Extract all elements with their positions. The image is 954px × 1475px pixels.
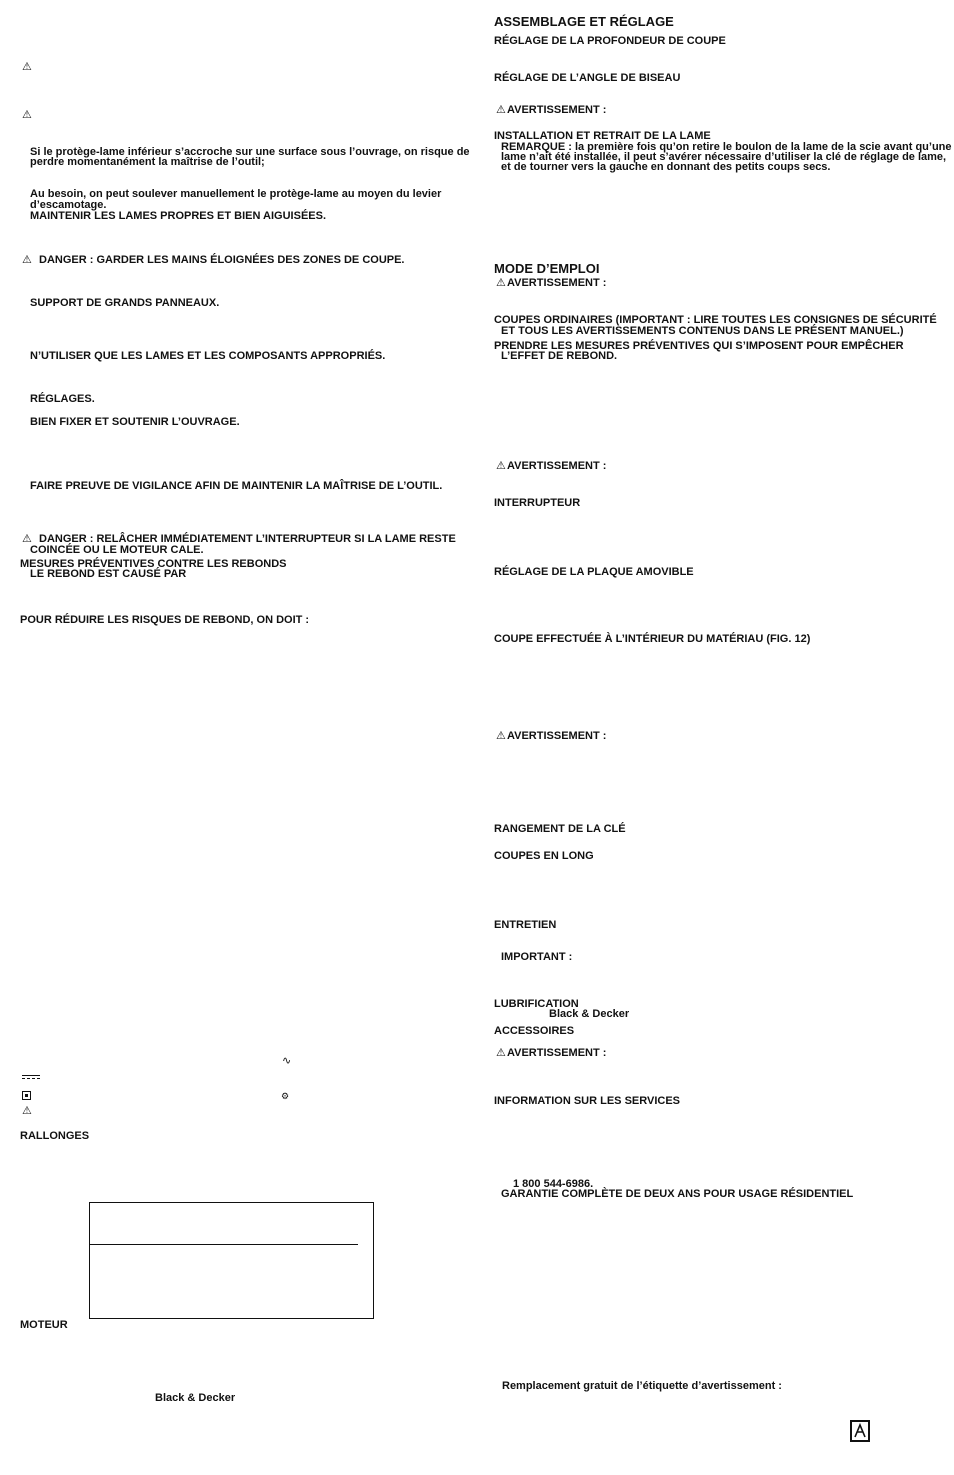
vigilance-heading: FAIRE PREUVE DE VIGILANCE AFIN DE MAINTENIR LA MAÎTRISE DE L’OUTIL. [30, 480, 443, 492]
warning-label: AVERTISSEMENT : [507, 104, 607, 116]
assembly-title: ASSEMBLAGE ET RÉGLAGE [494, 14, 674, 29]
remark-line-1: REMARQUE : la première fois qu’on retire le boulon de la lame de la scie avant qu’une [501, 141, 952, 153]
bevel-heading: RÉGLAGE DE L’ANGLE DE BISEAU [494, 72, 681, 84]
prevent-kickback-heading: PRENDRE LES MESURES PRÉVENTIVES QUI S’IMPOSENT POUR EMPÊCHER [494, 340, 904, 352]
kickback-cause-heading: LE REBOND EST CAUSÉ PAR [30, 568, 187, 580]
warning-label: AVERTISSEMENT : [507, 1047, 607, 1059]
remark-line-3: et de tourner vers la gauche en donnant des petits coups secs. [501, 161, 831, 173]
danger-release-heading-cont: COINCÉE OU LE MOTEUR CALE. [30, 544, 204, 556]
warning-triangle-icon: ⚠ [496, 730, 506, 742]
extension-cords-heading: RALLONGES [20, 1130, 90, 1142]
warning-triangle-icon: ⚠ [22, 109, 32, 121]
maintenance-heading: ENTRETIEN [494, 919, 557, 931]
service-info-heading: INFORMATION SUR LES SERVICES [494, 1095, 681, 1107]
table-divider [90, 1244, 358, 1245]
warning-triangle-icon: ⚠ [22, 61, 32, 73]
double-insulation-icon [22, 1091, 31, 1100]
warning-triangle-icon: ⚠ [496, 104, 506, 116]
danger-hands-heading: DANGER : GARDER LES MAINS ÉLOIGNÉES DES ZONES DE COUPE. [39, 254, 405, 266]
reduce-kickback-heading: POUR RÉDUIRE LES RISQUES DE REBOND, ON DOIT : [20, 614, 310, 626]
warning-triangle-icon: ⚠ [496, 1047, 506, 1059]
large-panels-heading: SUPPORT DE GRANDS PANNEAUX. [30, 297, 220, 309]
prevent-kickback-heading-cont: L’EFFET DE REBOND. [501, 350, 618, 362]
motor-heading: MOTEUR [20, 1319, 68, 1331]
kickback-measures-heading: MESURES PRÉVENTIVES CONTRE LES REBONDS [20, 558, 287, 570]
guard-catch-paragraph: Si le protège-lame inférieur s’accroche sur une surface sous l’ouvrage, on risque de [30, 146, 470, 158]
gear-icon: ⚙ [281, 1091, 290, 1101]
brand-name: Black & Decker [549, 1008, 630, 1020]
warning-label: AVERTISSEMENT : [507, 460, 607, 472]
accessories-heading: ACCESSOIRES [494, 1025, 575, 1037]
rip-cuts-heading: COUPES EN LONG [494, 850, 594, 862]
lubrication-heading: LUBRIFICATION [494, 998, 579, 1010]
warning-label: AVERTISSEMENT : [507, 730, 607, 742]
warranty-heading: GARANTIE COMPLÈTE DE DEUX ANS POUR USAGE RÉSIDENTIEL [501, 1188, 854, 1200]
depth-heading: RÉGLAGE DE LA PROFONDEUR DE COUPE [494, 35, 726, 47]
warning-triangle-icon: ⚠ [22, 533, 32, 545]
guard-lever-paragraph: Au besoin, on peut soulever manuellement le protège-lame au moyen du levier [30, 188, 442, 200]
ordinary-cuts-heading: COUPES ORDINAIRES (IMPORTANT : LIRE TOUTES LES CONSIGNES DE SÉCURITÉ [494, 314, 937, 326]
pocket-cut-heading: COUPE EFFECTUÉE À L’INTÉRIEUR DU MATÉRIAU (FIG. 12) [494, 633, 811, 645]
danger-release-heading: DANGER : RELÂCHER IMMÉDIATEMENT L’INTERRUPTEUR SI LA LAME RESTE [39, 533, 456, 545]
ordinary-cuts-heading-cont: ET TOUS LES AVERTISSEMENTS CONTENUS DANS LE PRÉSENT MANUEL.) [501, 325, 904, 337]
warning-triangle-icon: ⚠ [496, 460, 506, 472]
switch-heading: INTERRUPTEUR [494, 497, 581, 509]
extension-cord-table [89, 1202, 374, 1319]
manual-logo-icon [850, 1420, 870, 1442]
guard-catch-paragraph-cont: perdre momentanément la maîtrise de l’outil; [30, 156, 265, 168]
install-blade-heading: INSTALLATION ET RETRAIT DE LA LAME [494, 130, 711, 142]
label-replacement-text: Remplacement gratuit de l’étiquette d’avertissement : [502, 1380, 782, 1392]
warning-label: AVERTISSEMENT : [507, 277, 607, 289]
important-label: IMPORTANT : [501, 951, 573, 963]
proper-blades-heading: N’UTILISER QUE LES LAMES ET LES COMPOSANTS APPROPRIÉS. [30, 350, 386, 362]
remark-line-2: lame n’ait été installée, il peut s’avérer nécessaire d’utiliser la clé de réglage de lame, [501, 151, 947, 163]
phone-number: 1 800 544-6986. [513, 1178, 594, 1190]
shoe-heading: RÉGLAGE DE LA PLAQUE AMOVIBLE [494, 566, 694, 578]
brand-name: Black & Decker [155, 1392, 236, 1404]
usage-title: MODE D’EMPLOI [494, 261, 600, 276]
dc-current-icon [22, 1075, 40, 1079]
warning-triangle-icon: ⚠ [496, 277, 506, 289]
settings-heading: RÉGLAGES. [30, 393, 95, 405]
warning-triangle-icon: ⚠ [22, 1105, 32, 1117]
wrench-storage-heading: RANGEMENT DE LA CLÉ [494, 823, 626, 835]
warning-triangle-icon: ⚠ [22, 254, 32, 266]
keep-blades-heading: MAINTENIR LES LAMES PROPRES ET BIEN AIGUISÉES. [30, 210, 327, 222]
guard-lever-paragraph-cont: d’escamotage. [30, 199, 107, 211]
secure-work-heading: BIEN FIXER ET SOUTENIR L’OUVRAGE. [30, 416, 240, 428]
ac-current-icon: ∿ [282, 1055, 292, 1067]
